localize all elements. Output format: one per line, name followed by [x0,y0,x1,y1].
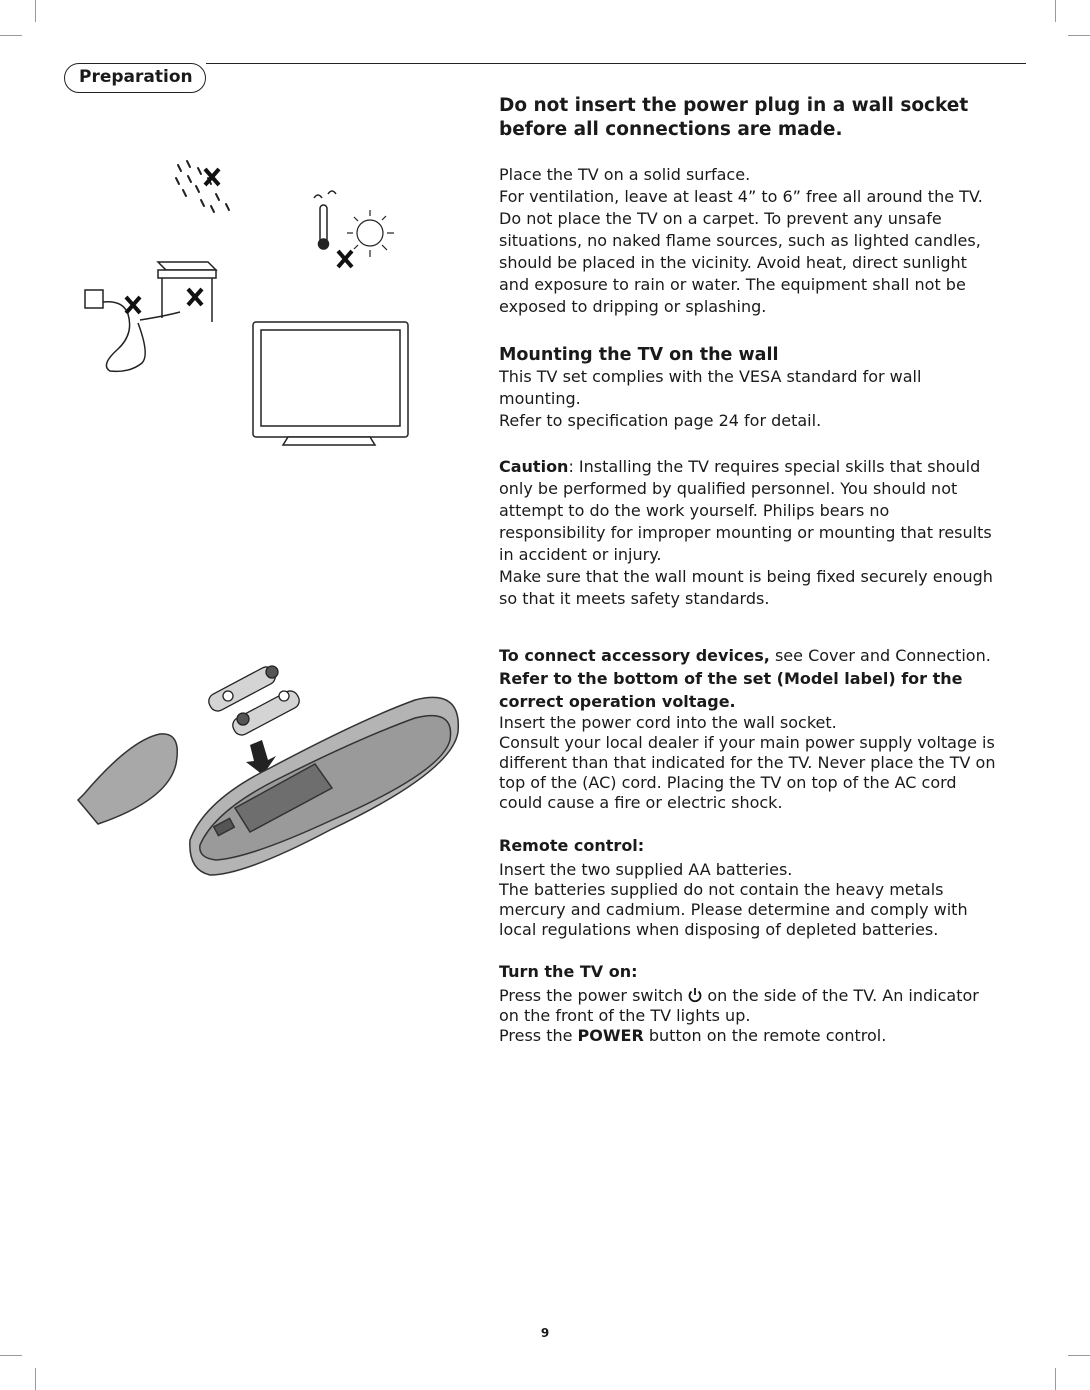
connect-section [499,645,999,813]
turn-on-heading: Turn the TV on: [499,962,638,981]
caution-label: Caution [499,457,569,476]
placement-illustration [70,150,420,450]
battery-icon [206,664,302,738]
connect-line [499,645,999,667]
section-label: Preparation [64,63,206,93]
placement-line: Do not place the TV on a carpet. To prevent any unsafe situations, no naked flame sources, such as lighted candles, should be placed in the vicinity. Avoid heat, direct sunlight and exposure to rain or water. The equipment shall not be exposed to dripping or splashing. [499,209,981,316]
turn-on-section [499,961,999,1046]
turn-on-text-b: on the side of the TV. An indicator on the front of the TV lights up. [499,986,979,1025]
turn-on-text-a: Press the power switch [499,986,689,1005]
crop-mark [1068,1355,1090,1356]
tv-icon [253,322,408,445]
mounting-heading: Mounting the TV on the wall [499,345,779,365]
connect-text: Insert the power cord into the wall socket. [499,713,837,732]
placement-line: For ventilation, leave at least 4” to 6” free all around the TV. [499,187,983,206]
turn-on-text-c: Press the [499,1026,578,1045]
connect-text: Consult your local dealer if your main power supply voltage is different than that indicated for the TV. Never place the TV on top of the (AC) cord. Placing the TV on top of the AC cord could cause a fire or electric shock. [499,733,996,812]
header-rule [206,63,1026,64]
caution-text: Make sure that the wall mount is being fixed securely enough so that it meets safety standards. [499,567,993,608]
crop-mark [0,1355,22,1356]
crop-mark [1068,35,1090,36]
prohibited-x-icon [188,289,202,305]
power-keyword: POWER [577,1026,644,1045]
mounting-text: Refer to specification page 24 for detail. [499,411,822,430]
caution-section [499,456,999,610]
table-icon [158,262,216,322]
turn-on-text [499,1026,999,1046]
remote-illustration [70,660,470,900]
remote-section [499,835,999,940]
turn-on-text [499,986,999,1026]
crop-mark [35,1368,36,1390]
remote-text: Insert the two supplied AA batteries. [499,860,793,879]
connect-rest: see Cover and Connection. [769,646,991,665]
crop-mark [1055,0,1056,22]
connect-voltage: Refer to the bottom of the set (Model label) for the correct operation voltage. [499,669,963,711]
crop-mark [35,0,36,22]
prohibited-x-icon [338,251,352,267]
caution-text [499,456,999,566]
page-number: 9 [540,1326,550,1340]
placement-section [499,164,999,318]
turn-on-text-d: button on the remote control. [643,1026,887,1045]
prohibited-x-icon [205,169,219,185]
remote-heading: Remote control: [499,836,645,855]
connect-bold: To connect accessory devices, [499,646,770,665]
crop-mark [1055,1368,1056,1390]
prohibited-x-icon [126,297,140,313]
mounting-section [499,344,999,432]
remote-text: The batteries supplied do not contain the heavy metals mercury and cadmium. Please determine and comply with local regulations when disposing of depleted batteries. [499,880,968,939]
sun-icon [347,210,394,257]
remote-control-icon [78,697,458,875]
rain-icon [176,161,229,212]
power-symbol-icon [688,987,702,1003]
caution-body: : Installing the TV requires special skills that should only be performed by qualified personnel. You should not attempt to do the work yourself. Philips bears no responsibility for improper mounting or mounting that results in accident or injury. [499,457,992,564]
mounting-text: This TV set complies with the VESA standard for wall mounting. [499,367,922,408]
placement-line: Place the TV on a solid surface. [499,165,751,184]
thermometer-icon [314,191,336,249]
crop-mark [0,35,22,36]
warning-heading: Do not insert the power plug in a wall socket before all connections are made. [499,95,969,140]
